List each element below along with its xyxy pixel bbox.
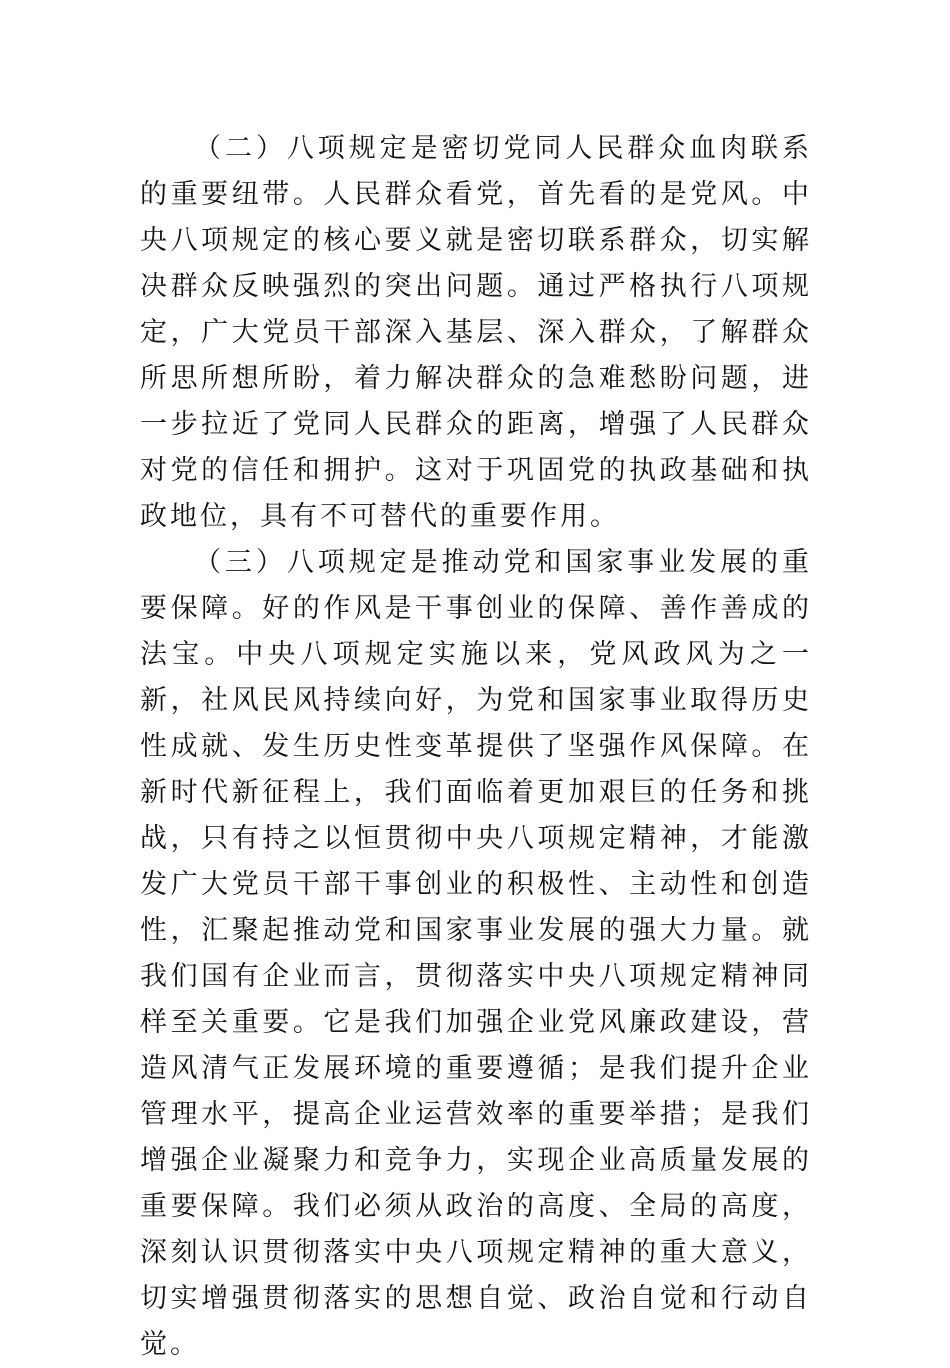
document-body (140, 126, 812, 1368)
paragraph-eight-rules-people-bond: （二）八项规定是密切党同人民群众血肉联系的重要纽带。人民群众看党，首先看的是党风。中央八项规定的核心要义就是密切联系群众，切实解决群众反映强烈的突出问题。通过严格执行八项规定，广大党员干部深入基层、深入群众，了解群众所思所想所盼，着力解决群众的急难愁盼问题，进一步拉近了党同人民群众的距离，增强了人民群众对党的信任和拥护。这对于巩固党的执政基础和执政地位，具有不可替代的重要作用。 (140, 133, 812, 532)
paragraph-eight-rules-development-guarantee: （三）八项规定是推动党和国家事业发展的重要保障。好的作风是干事创业的保障、善作善成的法宝。中央八项规定实施以来，党风政风为之一新，社风民风持续向好，为党和国家事业取得历史性成就、发生历史性变革提供了坚强作风保障。在新时代新征程上，我们面临着更加艰巨的任务和挑战，只有持之以恒贯彻中央八项规定精神，才能激发广大党员干部干事创业的积极性、主动性和创造性，汇聚起推动党和国家事业发展的强大力量。就我们国有企业而言，贯彻落实中央八项规定精神同样至关重要。它是我们加强企业党风廉政建设，营造风清气正发展环境的重要遵循；是我们提升企业管理水平，提高企业运营效率的重要举措；是我们增强企业凝聚力和竞争力，实现企业高质量发展的重要保障。我们必须从政治的高度、全局的高度，深刻认识贯彻落实中央八项规定精神的重大意义，切实增强贯彻落实的思想自觉、政治自觉和行动自觉。 (140, 547, 812, 1360)
